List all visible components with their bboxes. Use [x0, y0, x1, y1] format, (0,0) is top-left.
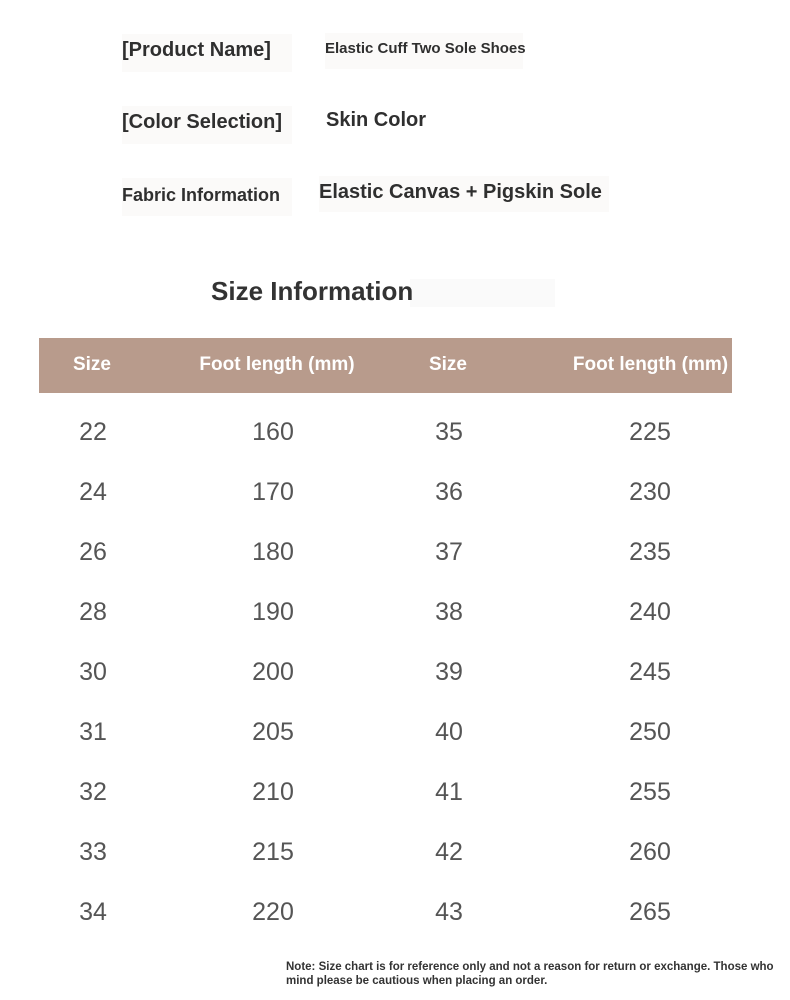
size-chart-note: Note: Size chart is for reference only and not a reason for return or exchange. Those who mind please be cautious when placing an order. — [286, 961, 774, 987]
cell-size: 43 — [435, 898, 463, 926]
header-size: Size — [72, 354, 112, 375]
cell-size: 40 — [435, 718, 463, 746]
cell-foot-length: 215 — [252, 838, 294, 866]
cell-size: 38 — [435, 598, 463, 626]
table-row — [39, 573, 732, 633]
cell-foot-length: 205 — [252, 718, 294, 746]
fabric-information-label: Fabric Information — [122, 178, 292, 216]
size-table-body — [39, 393, 732, 933]
size-table — [39, 338, 732, 933]
cell-size: 32 — [79, 778, 107, 806]
cell-foot-length: 260 — [629, 838, 671, 866]
color-selection-label: [Color Selection] — [122, 106, 292, 144]
cell-size: 30 — [79, 658, 107, 686]
cell-foot-length: 250 — [629, 718, 671, 746]
cell-foot-length: 170 — [252, 478, 294, 506]
cell-size: 33 — [79, 838, 107, 866]
title-backdrop — [410, 279, 555, 307]
cell-size: 37 — [435, 538, 463, 566]
cell-foot-length: 230 — [629, 478, 671, 506]
cell-foot-length: 240 — [629, 598, 671, 626]
table-row — [39, 453, 732, 513]
cell-foot-length: 265 — [629, 898, 671, 926]
product-name-label: [Product Name] — [122, 34, 292, 72]
cell-foot-length: 245 — [629, 658, 671, 686]
cell-foot-length: 160 — [252, 418, 294, 446]
cell-size: 36 — [435, 478, 463, 506]
cell-foot-length: 225 — [629, 418, 671, 446]
cell-foot-length: 220 — [252, 898, 294, 926]
cell-foot-length: 210 — [252, 778, 294, 806]
color-selection-value: Skin Color — [326, 104, 466, 138]
header-foot-length: Foot length (mm) — [199, 354, 355, 375]
header-size: Size — [428, 354, 468, 375]
cell-foot-length: 235 — [629, 538, 671, 566]
cell-size: 34 — [79, 898, 107, 926]
header-foot-length: Foot length (mm) — [572, 354, 729, 375]
cell-size: 41 — [435, 778, 463, 806]
cell-foot-length: 200 — [252, 658, 294, 686]
cell-size: 42 — [435, 838, 463, 866]
table-row — [39, 693, 732, 753]
size-table-header — [39, 338, 732, 393]
cell-size: 28 — [79, 598, 107, 626]
cell-size: 24 — [79, 478, 107, 506]
cell-foot-length: 255 — [629, 778, 671, 806]
table-row — [39, 873, 732, 933]
cell-size: 39 — [435, 658, 463, 686]
cell-foot-length: 190 — [252, 598, 294, 626]
cell-size: 26 — [79, 538, 107, 566]
cell-foot-length: 180 — [252, 538, 294, 566]
table-row — [39, 393, 732, 453]
cell-size: 22 — [79, 418, 107, 446]
size-information-title: Size Information — [211, 276, 414, 306]
fabric-information-value: Elastic Canvas + Pigskin Sole — [319, 176, 609, 212]
table-row — [39, 813, 732, 873]
table-row — [39, 513, 732, 573]
table-row — [39, 753, 732, 813]
product-name-value: Elastic Cuff Two Sole Shoes — [325, 33, 523, 69]
cell-size: 35 — [435, 418, 463, 446]
table-row — [39, 633, 732, 693]
cell-size: 31 — [79, 718, 107, 746]
